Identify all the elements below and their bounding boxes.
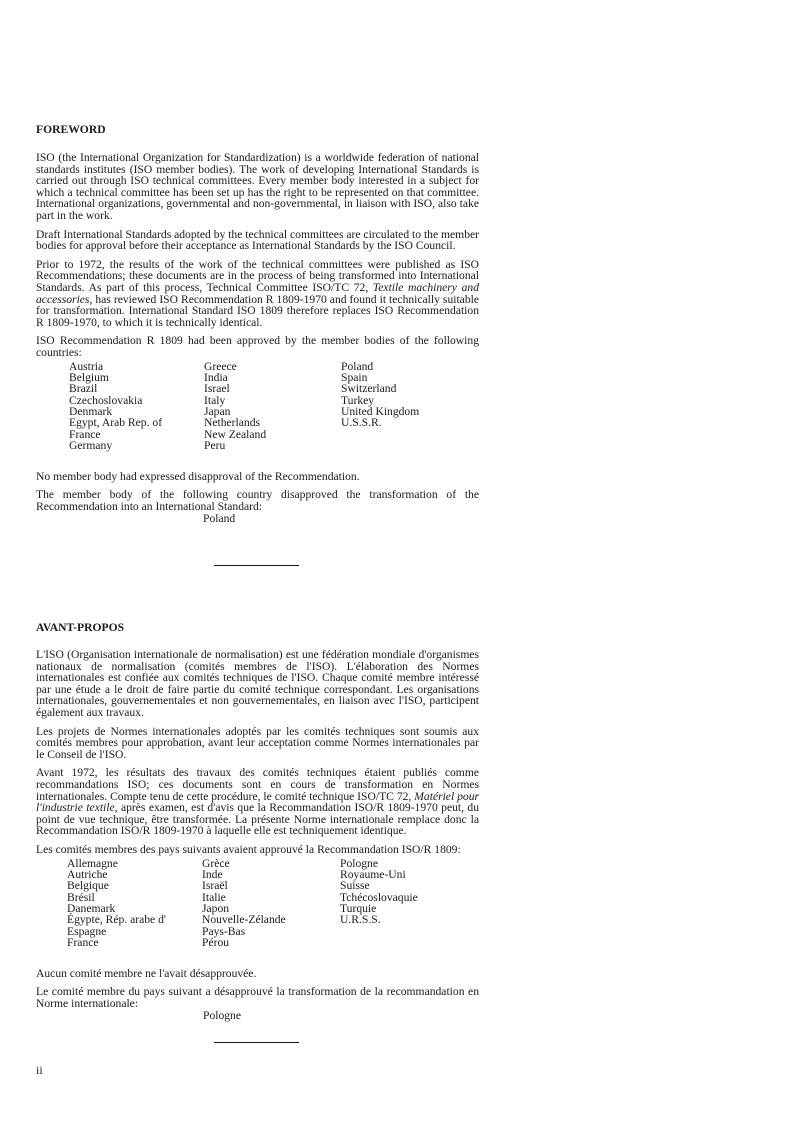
country-item: Brésil (67, 890, 95, 904)
avant-propos-heading: AVANT-PROPOS (36, 621, 125, 634)
countries-column-3 (341, 361, 419, 429)
foreword-para-1: ISO (the International Organization for Standardization) is a worldwide federation of national standards institutes (ISO member bodies). The work of developing International Standards is carried out through ISO technical committees. Every member body interested in a subject for which a technical committee has been set up has the right to be represented on that committee. International organizations, governmental and non-governmental, in liaison with ISO, also take part in the work. (36, 151, 479, 222)
country-item: U.R.S.S. (340, 913, 381, 927)
country-item: Japan (204, 405, 231, 419)
country-item: Pologne (340, 856, 379, 870)
country-item: France (67, 936, 99, 950)
country-item: Nouvelle-Zélande (202, 913, 286, 927)
country-item: Switzerland (341, 382, 397, 396)
country-item: Danemark (67, 902, 116, 916)
country-item: Grèce (202, 856, 230, 870)
country-item: Spain (341, 370, 368, 384)
country-item: Italie (202, 890, 226, 904)
avant-propos-para-2: Les projets de Normes internationales adoptés par les comités techniques sont soumis aux comités membres pour approbation, avant leur acceptation comme Normes internationales par le Conseil de l'ISO. (36, 724, 479, 761)
avant-propos-para-3: Avant 1972, les résultats des travaux des comités techniques étaient publiés comme recommandations ISO; ces documents sont en cours de transformation en Normes internationales. Compte tenu de cette procédure, le comité technique ISO/TC 72, Matériel pour l'industrie textile, après examen, est d'avis que la Recommandation ISO/R 1809-1970 peut, du point de vue technique, être transformée. La présente Norme internationale remplace donc la Recommandation ISO/R 1809-1970 à laquelle elle est techniquement identique. (36, 766, 479, 838)
country-item: Netherlands (204, 416, 261, 430)
country-item: Turkey (341, 393, 375, 407)
pays-column-1 (67, 858, 166, 949)
country-item: Royaume-Uni (340, 867, 406, 881)
country-item: Peru (204, 439, 226, 453)
country-item: Tchécoslovaquie (340, 890, 418, 904)
country-item: Turquie (340, 902, 377, 916)
countries-column-2 (204, 361, 266, 452)
disapproving-country: Poland (203, 512, 236, 526)
approving-countries-list (36, 359, 479, 469)
country-item: Belgium (69, 370, 109, 384)
foreword-para-5: No member body had expressed disapproval of the Recommendation. (36, 469, 360, 483)
tc-title-italic-fr: Matériel pour l'industrie textile (36, 789, 479, 815)
foreword-para-2: Draft International Standards adopted by the technical committees are circulated to the member bodies for approval before their acceptance as International Standards by the ISO Council. (36, 227, 479, 253)
country-item: Allemagne (67, 856, 118, 870)
avant-propos-para-6: Le comité membre du pays suivant a désapprouvé la transformation de la recommandation en Norme internationale: (36, 985, 479, 1010)
country-item: Israël (202, 879, 228, 893)
foreword-para-4: ISO Recommendation R 1809 had been approved by the member bodies of the following countries: (36, 334, 479, 359)
country-item: Czechoslovakia (69, 393, 143, 407)
country-item: Egypt, Arab Rep. of (69, 416, 163, 430)
section-divider (214, 565, 299, 566)
page-number: ii (36, 1063, 43, 1077)
country-item: U.S.S.R. (341, 416, 382, 430)
country-item: Greece (204, 359, 237, 373)
country-item: Japon (202, 902, 230, 916)
country-item: Suisse (340, 879, 370, 893)
avant-propos-para-4: Les comités membres des pays suivants avaient approuvé la Recommandation ISO/R 1809: (36, 842, 461, 856)
pays-column-2 (202, 858, 286, 949)
country-item: Italy (204, 393, 226, 407)
country-item: Pays-Bas (202, 924, 246, 938)
country-item: Espagne (67, 924, 107, 938)
country-item: Austria (69, 359, 104, 373)
country-item: Inde (202, 867, 223, 881)
country-item: Autriche (67, 867, 108, 881)
country-item: Denmark (69, 405, 113, 419)
country-item: United Kingdom (341, 405, 420, 419)
country-item: France (69, 427, 101, 441)
foreword-heading: FOREWORD (36, 123, 106, 136)
pays-approuvant-list (36, 856, 479, 966)
tc-title-italic: Textile machinery and accessories (36, 280, 479, 306)
foreword-section (36, 124, 479, 525)
pays-desapprouvant: Pologne (203, 1009, 242, 1023)
country-item: Israel (204, 382, 230, 396)
section-divider-bottom (214, 1042, 299, 1043)
countries-column-1 (69, 361, 162, 452)
country-item: Égypte, Rép. arabe d' (67, 913, 166, 927)
avant-propos-para-5: Aucun comité membre ne l'avait désapprouvée. (36, 966, 257, 980)
country-item: India (204, 370, 228, 384)
avant-propos-section (36, 622, 479, 1022)
foreword-para-6: The member body of the following country disapproved the transformation of the Recommendation into an International Standard: (36, 488, 479, 513)
country-item: Poland (341, 359, 374, 373)
country-item: Germany (69, 439, 113, 453)
country-item: Pérou (202, 936, 230, 950)
avant-propos-para-1: L'ISO (Organisation internationale de normalisation) est une fédération mondiale d'organismes nationaux de normalisation (comités membres de l'ISO). L'élaboration des Normes internationales est confiée aux comités techniques de l'ISO. Chaque comité membre intéressé par une étude a le droit de faire partie du comité technique correspondant. Les organisations internationales, gouvernementales et non gouvernementales, en liaison avec l'ISO, participent également aux travaux. (36, 648, 479, 719)
country-item: New Zealand (204, 427, 267, 441)
pays-column-3 (340, 858, 418, 926)
foreword-para-3: Prior to 1972, the results of the work of the technical committees were published as ISO Recommendations; these documents are in the process of being transformed into International Standards. As part of this process, Technical Committee ISO/TC 72, Textile machinery and accessories, has reviewed ISO Recommendation R 1809-1970 and found it technically suitable for transformation. International Standard ISO 1809 therefore replaces ISO Recommendation R 1809-1970, to which it is technically identical. (36, 257, 479, 329)
country-item: Belgique (67, 879, 109, 893)
country-item: Brazil (69, 382, 98, 396)
